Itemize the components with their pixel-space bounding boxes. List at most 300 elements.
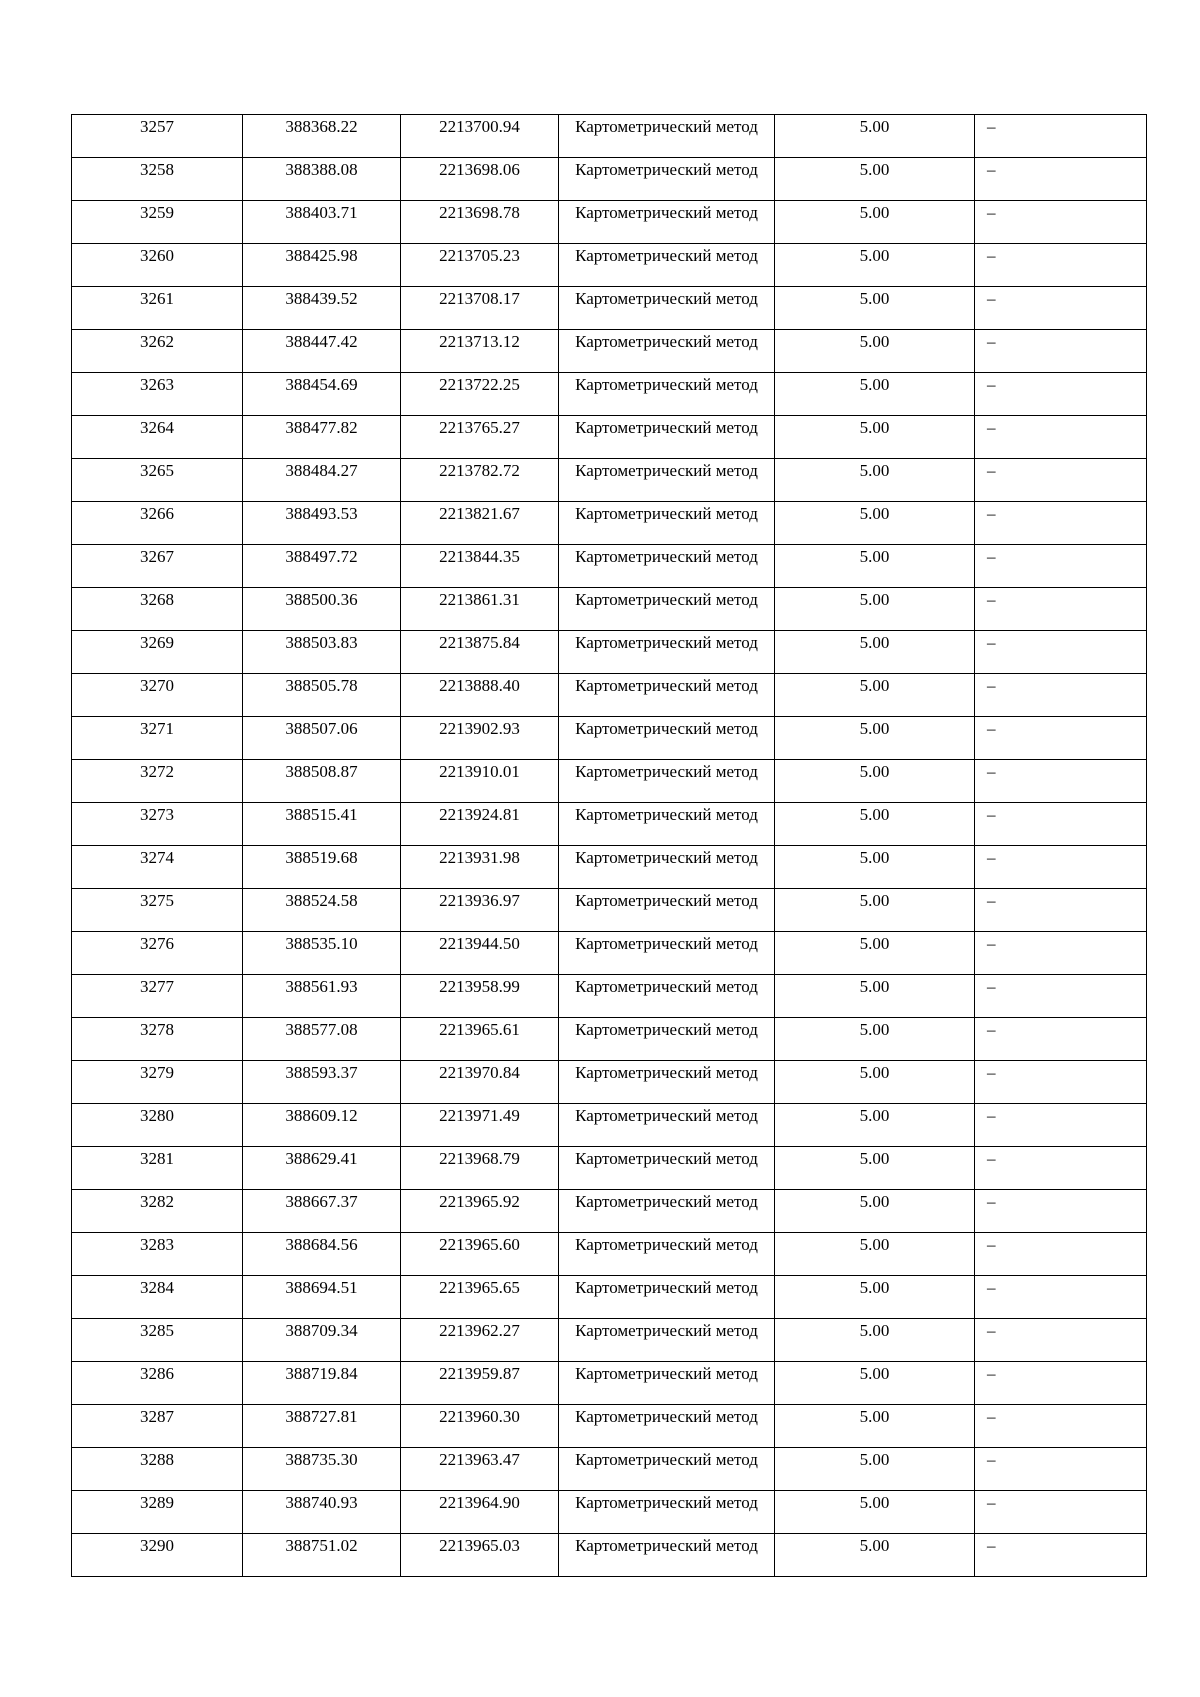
cell-note [975,502,1147,545]
cell-note-text: – [987,805,996,824]
cell-x-coordinate [243,1491,401,1534]
table-row [72,1147,1147,1190]
cell-y-coordinate-text: 2213705.23 [439,246,520,265]
cell-x-coordinate-text: 388439.52 [285,289,358,308]
cell-x-coordinate [243,846,401,889]
cell-method-text: Картометрический метод [575,332,758,351]
cell-x-coordinate [243,674,401,717]
cell-point-number-text: 3269 [140,633,174,652]
cell-method [559,932,775,975]
cell-note-text: – [987,977,996,996]
cell-point-number [72,1104,243,1147]
cell-note-text: – [987,848,996,867]
cell-point-number-text: 3276 [140,934,174,953]
cell-y-coordinate [401,803,559,846]
cell-method-text: Картометрический метод [575,375,758,394]
cell-y-coordinate-text: 2213944.50 [439,934,520,953]
cell-y-coordinate [401,201,559,244]
cell-x-coordinate-text: 388519.68 [285,848,358,867]
cell-y-coordinate-text: 2213875.84 [439,633,520,652]
table-row [72,846,1147,889]
cell-x-coordinate [243,717,401,760]
cell-point-number-text: 3277 [140,977,174,996]
cell-note [975,1147,1147,1190]
cell-accuracy [775,889,975,932]
table-row [72,975,1147,1018]
cell-accuracy [775,631,975,674]
cell-note-text: – [987,719,996,738]
cell-x-coordinate-text: 388508.87 [285,762,358,781]
cell-point-number [72,1190,243,1233]
cell-method-text: Картометрический метод [575,762,758,781]
cell-method-text: Картометрический метод [575,590,758,609]
table-row [72,803,1147,846]
cell-accuracy-text: 5.00 [859,1321,890,1340]
cell-accuracy-text: 5.00 [859,117,890,136]
cell-y-coordinate [401,588,559,631]
cell-note [975,373,1147,416]
cell-y-coordinate [401,330,559,373]
table-row [72,588,1147,631]
cell-x-coordinate [243,588,401,631]
cell-y-coordinate [401,373,559,416]
coordinates-table [71,114,1147,1577]
cell-point-number-text: 3286 [140,1364,174,1383]
cell-accuracy-text: 5.00 [859,418,890,437]
cell-y-coordinate-text: 2213958.99 [439,977,520,996]
cell-method [559,1319,775,1362]
table-row [72,330,1147,373]
cell-point-number [72,760,243,803]
cell-x-coordinate-text: 388709.34 [285,1321,358,1340]
cell-y-coordinate [401,846,559,889]
cell-note [975,760,1147,803]
cell-note-text: – [987,1450,996,1469]
cell-accuracy-text: 5.00 [859,1235,890,1254]
cell-note [975,803,1147,846]
cell-method [559,846,775,889]
cell-accuracy-text: 5.00 [859,977,890,996]
cell-method [559,287,775,330]
cell-accuracy-text: 5.00 [859,848,890,867]
table-body [72,115,1147,1577]
cell-x-coordinate-text: 388505.78 [285,676,358,695]
cell-point-number [72,244,243,287]
cell-y-coordinate [401,1061,559,1104]
cell-point-number-text: 3289 [140,1493,174,1512]
cell-x-coordinate-text: 388735.30 [285,1450,358,1469]
cell-y-coordinate [401,1362,559,1405]
cell-x-coordinate-text: 388454.69 [285,375,358,394]
cell-accuracy [775,588,975,631]
cell-y-coordinate-text: 2213700.94 [439,117,520,136]
cell-method [559,502,775,545]
cell-point-number [72,416,243,459]
cell-y-coordinate-text: 2213965.60 [439,1235,520,1254]
cell-accuracy [775,330,975,373]
cell-method [559,1104,775,1147]
cell-x-coordinate [243,158,401,201]
cell-point-number-text: 3267 [140,547,174,566]
cell-x-coordinate [243,1405,401,1448]
cell-x-coordinate [243,760,401,803]
cell-point-number-text: 3262 [140,332,174,351]
cell-x-coordinate-text: 388507.06 [285,719,358,738]
cell-y-coordinate [401,889,559,932]
cell-method-text: Картометрический метод [575,676,758,695]
cell-x-coordinate-text: 388667.37 [285,1192,358,1211]
cell-x-coordinate-text: 388447.42 [285,332,358,351]
cell-x-coordinate-text: 388500.36 [285,590,358,609]
table-row [72,373,1147,416]
cell-method-text: Картометрический метод [575,160,758,179]
cell-point-number [72,1534,243,1577]
cell-accuracy-text: 5.00 [859,1450,890,1469]
cell-method [559,1448,775,1491]
cell-x-coordinate [243,545,401,588]
table-row [72,1233,1147,1276]
cell-point-number-text: 3280 [140,1106,174,1125]
cell-point-number-text: 3279 [140,1063,174,1082]
cell-y-coordinate [401,158,559,201]
table-row [72,717,1147,760]
cell-y-coordinate-text: 2213965.92 [439,1192,520,1211]
cell-method [559,1534,775,1577]
cell-note [975,1405,1147,1448]
cell-y-coordinate [401,459,559,502]
cell-method-text: Картометрический метод [575,719,758,738]
cell-method-text: Картометрический метод [575,1364,758,1383]
cell-x-coordinate [243,1104,401,1147]
cell-y-coordinate-text: 2213722.25 [439,375,520,394]
cell-point-number [72,1319,243,1362]
cell-method [559,975,775,1018]
cell-method-text: Картометрический метод [575,117,758,136]
table-row [72,158,1147,201]
cell-x-coordinate [243,201,401,244]
cell-x-coordinate [243,115,401,158]
cell-y-coordinate [401,244,559,287]
cell-method-text: Картометрический метод [575,203,758,222]
cell-x-coordinate [243,373,401,416]
cell-x-coordinate [243,631,401,674]
cell-point-number [72,975,243,1018]
cell-point-number [72,115,243,158]
cell-method [559,1276,775,1319]
cell-note-text: – [987,461,996,480]
cell-point-number [72,631,243,674]
cell-point-number [72,1061,243,1104]
cell-note-text: – [987,547,996,566]
cell-note-text: – [987,1106,996,1125]
cell-x-coordinate-text: 388684.56 [285,1235,358,1254]
cell-accuracy [775,1190,975,1233]
cell-note [975,1061,1147,1104]
cell-note-text: – [987,1536,996,1555]
cell-method [559,545,775,588]
cell-y-coordinate-text: 2213963.47 [439,1450,520,1469]
cell-note [975,717,1147,760]
cell-note [975,846,1147,889]
cell-method-text: Картометрический метод [575,805,758,824]
table-row [72,1448,1147,1491]
cell-accuracy-text: 5.00 [859,719,890,738]
cell-note-text: – [987,1063,996,1082]
table-row [72,1534,1147,1577]
cell-point-number [72,588,243,631]
cell-y-coordinate [401,115,559,158]
cell-note [975,932,1147,975]
cell-note [975,201,1147,244]
cell-x-coordinate [243,502,401,545]
cell-method [559,373,775,416]
cell-y-coordinate-text: 2213910.01 [439,762,520,781]
cell-note [975,588,1147,631]
cell-accuracy [775,717,975,760]
table-row [72,1405,1147,1448]
cell-y-coordinate-text: 2213965.65 [439,1278,520,1297]
cell-point-number-text: 3272 [140,762,174,781]
cell-y-coordinate [401,674,559,717]
cell-accuracy-text: 5.00 [859,1106,890,1125]
cell-note-text: – [987,1321,996,1340]
cell-y-coordinate-text: 2213962.27 [439,1321,520,1340]
cell-accuracy-text: 5.00 [859,375,890,394]
cell-note-text: – [987,891,996,910]
cell-y-coordinate-text: 2213821.67 [439,504,520,523]
cell-method-text: Картометрический метод [575,1407,758,1426]
cell-note-text: – [987,332,996,351]
cell-x-coordinate-text: 388388.08 [285,160,358,179]
cell-note-text: – [987,1364,996,1383]
cell-point-number [72,803,243,846]
cell-method-text: Картометрический метод [575,1493,758,1512]
cell-method [559,1018,775,1061]
table-row [72,115,1147,158]
cell-y-coordinate [401,1276,559,1319]
cell-point-number [72,201,243,244]
cell-accuracy-text: 5.00 [859,1536,890,1555]
cell-method-text: Картометрический метод [575,848,758,867]
cell-accuracy-text: 5.00 [859,1149,890,1168]
cell-y-coordinate [401,1319,559,1362]
cell-note [975,975,1147,1018]
cell-accuracy-text: 5.00 [859,633,890,652]
cell-note-text: – [987,590,996,609]
cell-x-coordinate-text: 388694.51 [285,1278,358,1297]
cell-accuracy [775,1319,975,1362]
cell-accuracy [775,1018,975,1061]
cell-x-coordinate [243,803,401,846]
cell-note [975,1190,1147,1233]
cell-x-coordinate-text: 388403.71 [285,203,358,222]
cell-accuracy [775,1448,975,1491]
cell-y-coordinate [401,1018,559,1061]
table-row [72,201,1147,244]
cell-accuracy-text: 5.00 [859,891,890,910]
cell-point-number [72,1233,243,1276]
cell-method [559,760,775,803]
cell-method [559,588,775,631]
cell-x-coordinate [243,1147,401,1190]
cell-note [975,1534,1147,1577]
table-row [72,459,1147,502]
cell-point-number-text: 3259 [140,203,174,222]
cell-x-coordinate [243,1190,401,1233]
cell-y-coordinate [401,1190,559,1233]
cell-note [975,1362,1147,1405]
cell-accuracy-text: 5.00 [859,934,890,953]
cell-y-coordinate-text: 2213902.93 [439,719,520,738]
cell-method-text: Картометрический метод [575,1235,758,1254]
cell-point-number [72,717,243,760]
cell-method [559,330,775,373]
cell-method [559,1233,775,1276]
cell-x-coordinate-text: 388593.37 [285,1063,358,1082]
cell-point-number [72,1018,243,1061]
cell-point-number [72,1405,243,1448]
cell-y-coordinate [401,1534,559,1577]
table-row [72,1491,1147,1534]
cell-point-number [72,889,243,932]
cell-y-coordinate-text: 2213765.27 [439,418,520,437]
table-row [72,889,1147,932]
cell-x-coordinate-text: 388609.12 [285,1106,358,1125]
cell-method-text: Картометрический метод [575,891,758,910]
cell-accuracy-text: 5.00 [859,1020,890,1039]
cell-point-number [72,459,243,502]
cell-method [559,1405,775,1448]
cell-y-coordinate [401,1104,559,1147]
cell-x-coordinate [243,975,401,1018]
cell-x-coordinate-text: 388503.83 [285,633,358,652]
cell-point-number [72,1276,243,1319]
table-row [72,545,1147,588]
cell-y-coordinate-text: 2213968.79 [439,1149,520,1168]
cell-y-coordinate-text: 2213698.78 [439,203,520,222]
cell-method-text: Картометрический метод [575,1020,758,1039]
cell-y-coordinate [401,1448,559,1491]
cell-note-text: – [987,1278,996,1297]
cell-point-number [72,1147,243,1190]
cell-x-coordinate [243,1233,401,1276]
cell-note-text: – [987,1493,996,1512]
cell-accuracy [775,1061,975,1104]
cell-y-coordinate-text: 2213698.06 [439,160,520,179]
cell-accuracy [775,158,975,201]
cell-note-text: – [987,1235,996,1254]
cell-point-number-text: 3284 [140,1278,174,1297]
cell-point-number-text: 3285 [140,1321,174,1340]
cell-note [975,158,1147,201]
table-row [72,674,1147,717]
cell-y-coordinate-text: 2213971.49 [439,1106,520,1125]
cell-point-number-text: 3275 [140,891,174,910]
cell-note [975,1319,1147,1362]
cell-accuracy-text: 5.00 [859,1063,890,1082]
table-row [72,760,1147,803]
cell-accuracy [775,846,975,889]
cell-accuracy [775,1233,975,1276]
cell-point-number [72,932,243,975]
cell-accuracy-text: 5.00 [859,246,890,265]
cell-accuracy-text: 5.00 [859,1493,890,1512]
cell-x-coordinate [243,889,401,932]
table-row [72,932,1147,975]
cell-method-text: Картометрический метод [575,1278,758,1297]
cell-accuracy-text: 5.00 [859,1407,890,1426]
cell-point-number-text: 3278 [140,1020,174,1039]
cell-method-text: Картометрический метод [575,1321,758,1340]
cell-point-number-text: 3260 [140,246,174,265]
table-row [72,1276,1147,1319]
cell-method [559,803,775,846]
cell-y-coordinate [401,932,559,975]
cell-y-coordinate-text: 2213924.81 [439,805,520,824]
cell-accuracy [775,287,975,330]
cell-method [559,717,775,760]
cell-y-coordinate-text: 2213965.61 [439,1020,520,1039]
cell-x-coordinate [243,1448,401,1491]
table-row [72,1190,1147,1233]
cell-note [975,1448,1147,1491]
cell-note-text: – [987,246,996,265]
cell-note-text: – [987,160,996,179]
cell-point-number [72,1362,243,1405]
cell-note-text: – [987,289,996,308]
cell-x-coordinate [243,459,401,502]
cell-method-text: Картометрический метод [575,977,758,996]
table-row [72,1104,1147,1147]
cell-method-text: Картометрический метод [575,547,758,566]
cell-y-coordinate-text: 2213965.03 [439,1536,520,1555]
cell-accuracy [775,502,975,545]
cell-x-coordinate-text: 388515.41 [285,805,358,824]
cell-accuracy [775,975,975,1018]
cell-method-text: Картометрический метод [575,1450,758,1469]
cell-x-coordinate [243,1319,401,1362]
cell-x-coordinate-text: 388484.27 [285,461,358,480]
cell-accuracy [775,1491,975,1534]
cell-accuracy [775,932,975,975]
cell-method [559,201,775,244]
cell-method [559,674,775,717]
cell-x-coordinate-text: 388493.53 [285,504,358,523]
cell-accuracy-text: 5.00 [859,676,890,695]
cell-accuracy [775,1362,975,1405]
cell-point-number-text: 3263 [140,375,174,394]
cell-x-coordinate [243,1534,401,1577]
cell-method [559,115,775,158]
cell-accuracy-text: 5.00 [859,547,890,566]
cell-x-coordinate [243,1018,401,1061]
cell-x-coordinate-text: 388740.93 [285,1493,358,1512]
cell-note [975,115,1147,158]
cell-point-number-text: 3266 [140,504,174,523]
cell-note-text: – [987,375,996,394]
cell-x-coordinate [243,1362,401,1405]
cell-x-coordinate-text: 388561.93 [285,977,358,996]
cell-y-coordinate [401,1233,559,1276]
cell-note-text: – [987,633,996,652]
table-row [72,1061,1147,1104]
cell-y-coordinate [401,416,559,459]
cell-point-number-text: 3258 [140,160,174,179]
cell-y-coordinate-text: 2213888.40 [439,676,520,695]
cell-note [975,330,1147,373]
cell-accuracy [775,1276,975,1319]
cell-point-number-text: 3268 [140,590,174,609]
